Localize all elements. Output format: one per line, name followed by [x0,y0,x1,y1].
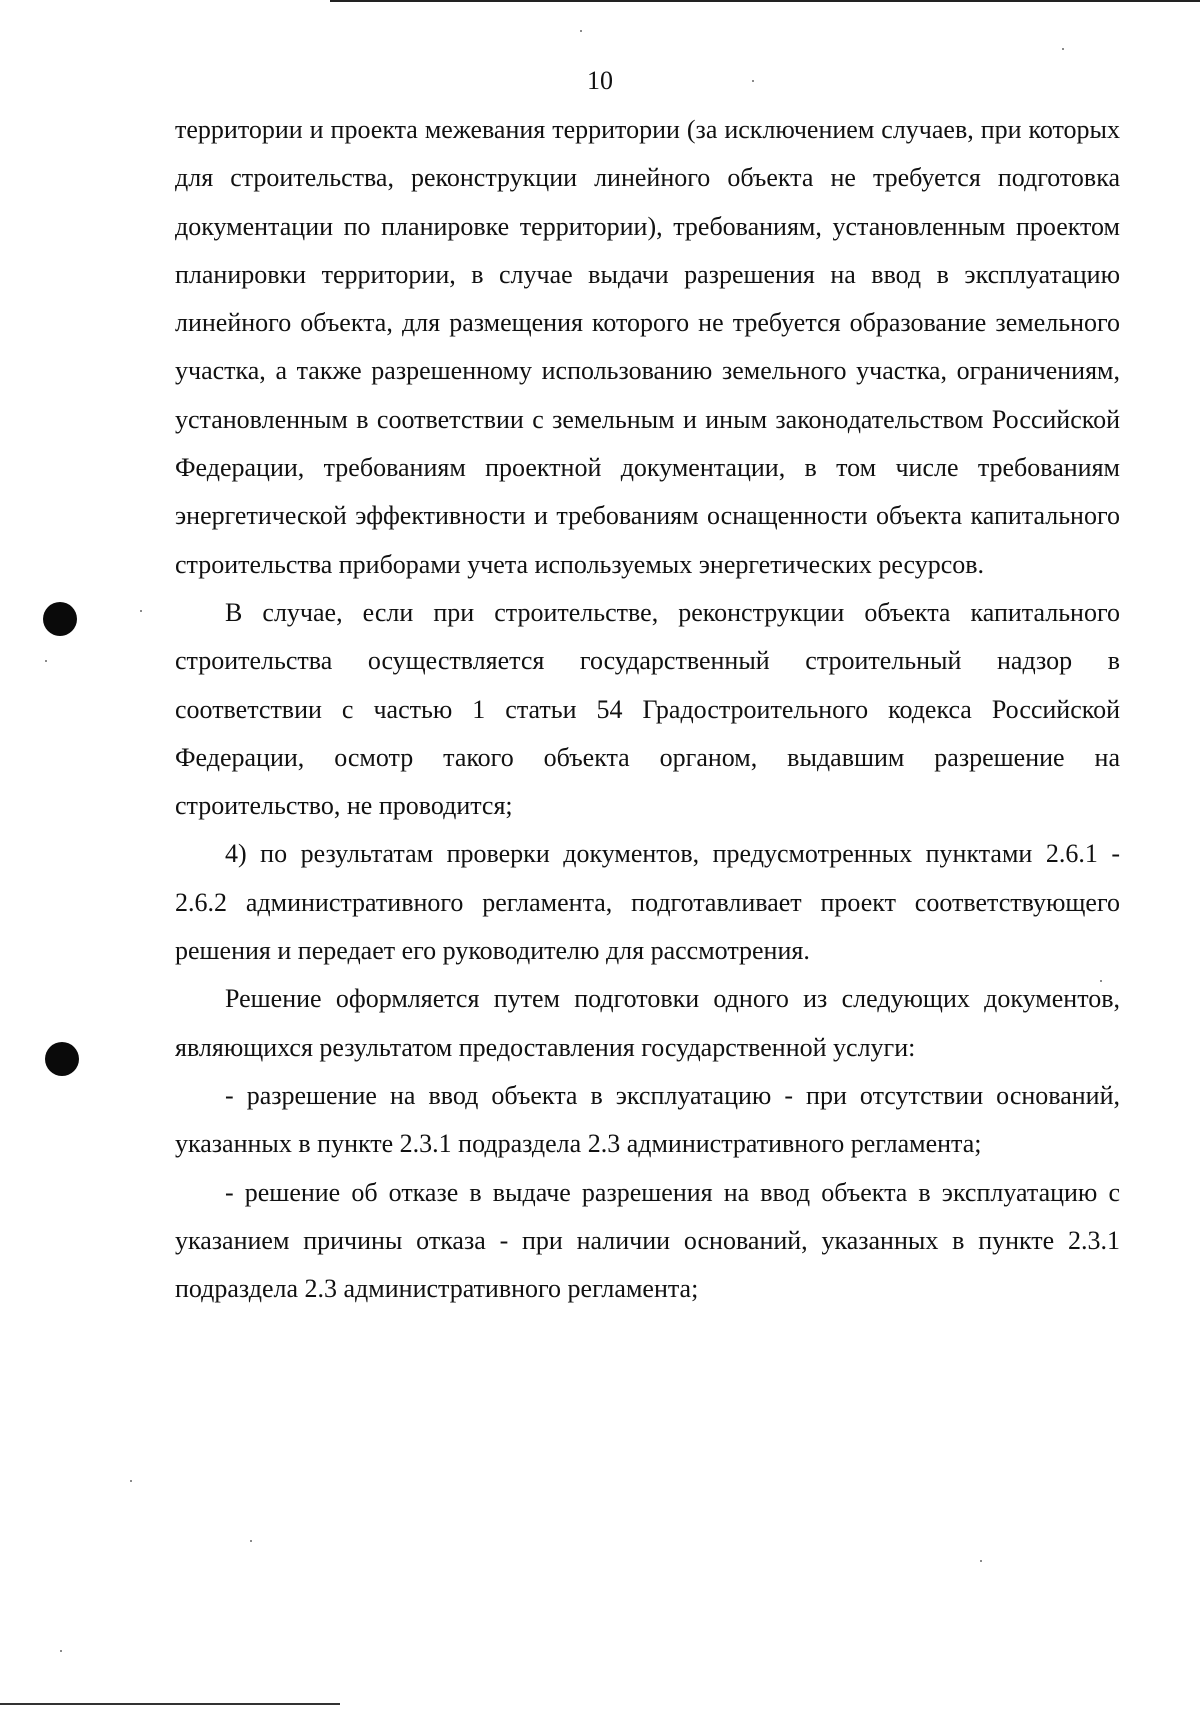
list-item: - решение об отказе в выдаче разрешения на ввод объекта в эксплуатацию с указанием причины отказа - при наличии оснований, указанных в пункте 2.3.1 подраздела 2.3 административного регламента; [175,1177,1120,1304]
scan-speck [580,30,582,32]
scan-speck [130,1480,132,1482]
bottom-edge-rule [0,1703,340,1705]
scan-speck [1100,980,1102,982]
top-edge-rule [330,0,1200,2]
scan-speck [60,1650,62,1652]
paragraph: 4) по результатам проверки документов, предусмотренных пунктами 2.6.1 - 2.6.2 административного регламента, подготавливает проект соответствующего решения и передает его руководителю для рассмотрения. [175,839,1120,966]
scan-speck [45,660,47,662]
scan-speck [140,610,142,612]
scan-speck [1062,48,1064,50]
punch-hole-mark [43,602,77,636]
paragraph: Решение оформляется путем подготовки одного из следующих документов, являющихся результатом предоставления государственной услуги: [175,984,1120,1062]
document-body [175,106,1120,1313]
scan-speck [250,1540,252,1542]
page-number: 10 [587,66,613,95]
scan-speck [752,80,754,82]
punch-hole-mark [45,1042,79,1076]
scan-speck [980,1560,982,1562]
paragraph-continuation: территории и проекта межевания территории (за исключением случаев, при которых для строительства, реконструкции линейного объекта не требуется подготовка документации по планировке территории), требованиям, установленным проектом планировки территории, в случае выдачи разрешения на ввод в эксплуатацию линейного объекта, для размещения которого не требуется образование земельного участка, а также разрешенному использованию земельного участка, ограничениям, установленным в соответствии с земельным и иным законодательством Российской Федерации, требованиям проектной документации, в том числе требованиям энергетической эффективности и требованиям оснащенности объекта капитального строительства приборами учета используемых энергетических ресурсов. [175,115,1120,579]
list-item: - разрешение на ввод объекта в эксплуатацию - при отсутствии оснований, указанных в пункте 2.3.1 подраздела 2.3 административного регламента; [175,1080,1120,1159]
paragraph: В случае, если при строительстве, реконструкции объекта капитального строительства осуществляется государственный строительный надзор в соответствии с частью 1 статьи 54 Градостроительного кодекса Российской Федерации, осмотр такого объекта органом, выдавшим разрешение на строительство, не проводится; [175,597,1120,821]
